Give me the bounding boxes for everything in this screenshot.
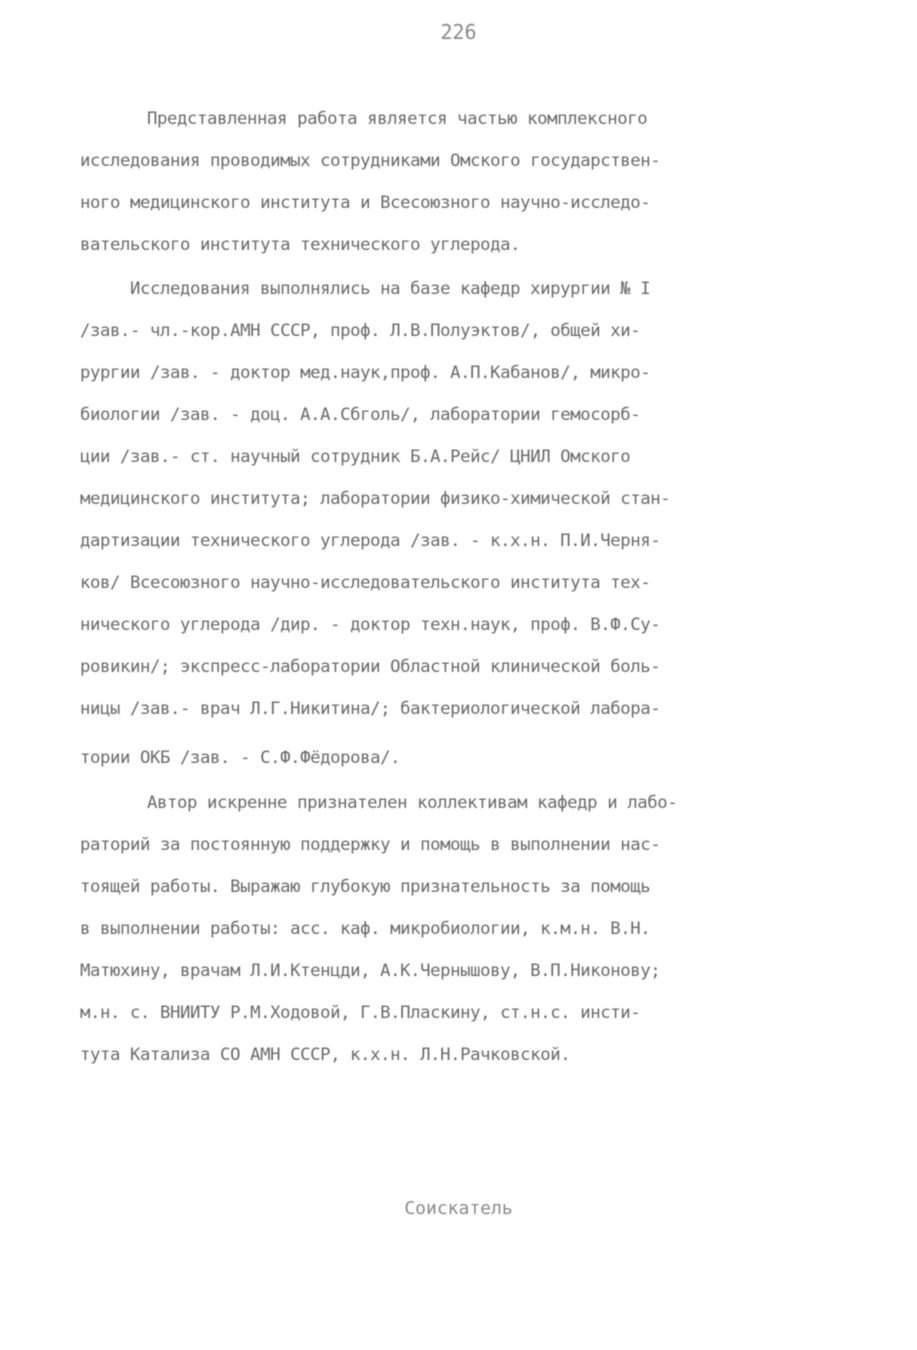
text-line: дартизации технического углерода /зав. - к.х.н. П.И.Черня- bbox=[80, 531, 661, 551]
text-line: м.н. с. ВНИИТУ Р.М.Ходовой, Г.В.Пласкину, ст.н.с. инсти- bbox=[80, 1003, 641, 1023]
text-line: ницы /зав.- врач Л.Г.Никитина/; бактериологической лабора- bbox=[80, 699, 661, 719]
text-line: Матюхину, врачам Л.И.Ктенцди, А.К.Чернышову, В.П.Никонову; bbox=[80, 961, 661, 981]
text-line: тоящей работы. Выражаю глубокую признательность за помощь bbox=[80, 877, 651, 897]
text-line: нического углерода /дир. - доктор техн.наук, проф. В.Ф.Су- bbox=[80, 615, 661, 635]
text-line: Автор искренне признателен коллективам кафедр и лабо- bbox=[147, 793, 678, 813]
text-line: в выполнении работы: асс. каф. микробиологии, к.м.н. В.Н. bbox=[80, 919, 651, 939]
text-line: ровикин/; экспресс-лаборатории Областной клинической боль- bbox=[80, 657, 661, 677]
text-line: Исследования выполнялись на базе кафедр хирургии № I bbox=[130, 279, 651, 299]
text-line: тории ОКБ /зав. - С.Ф.Фёдорова/. bbox=[80, 748, 401, 768]
text-line: рургии /зав. - доктор мед.наук,проф. А.П.Кабанов/, микро- bbox=[80, 363, 651, 383]
text-line: вательского института технического углерода. bbox=[80, 235, 521, 255]
text-line: биологии /зав. - доц. А.А.Сбголь/, лаборатории гемосорб- bbox=[80, 405, 641, 425]
text-line: ции /зав.- ст. научный сотрудник Б.А.Рейс/ ЦНИЛ Омского bbox=[80, 447, 631, 467]
text-line: исследования проводимых сотрудниками Омского государствен- bbox=[80, 151, 661, 171]
page-number: 226 bbox=[440, 20, 477, 44]
text-line: раторий за постоянную поддержку и помощь в выполнении нас- bbox=[80, 835, 661, 855]
text-line: /зав.- чл.-кор.АМН СССР, проф. Л.В.Полуэктов/, общей хи- bbox=[80, 321, 641, 341]
text-line: медицинского института; лаборатории физико-химической стан- bbox=[80, 489, 671, 509]
text-line: ков/ Всесоюзного научно-исследовательского института тех- bbox=[80, 573, 651, 593]
text-line: Представленная работа является частью комплексного bbox=[147, 109, 648, 129]
text-line: ного медицинского института и Всесоюзного научно-исследо- bbox=[80, 193, 651, 213]
signature-label: Соискатель bbox=[404, 1198, 513, 1219]
text-line: тута Катализа СО АМН СССР, к.х.н. Л.Н.Рачковской. bbox=[80, 1045, 571, 1065]
